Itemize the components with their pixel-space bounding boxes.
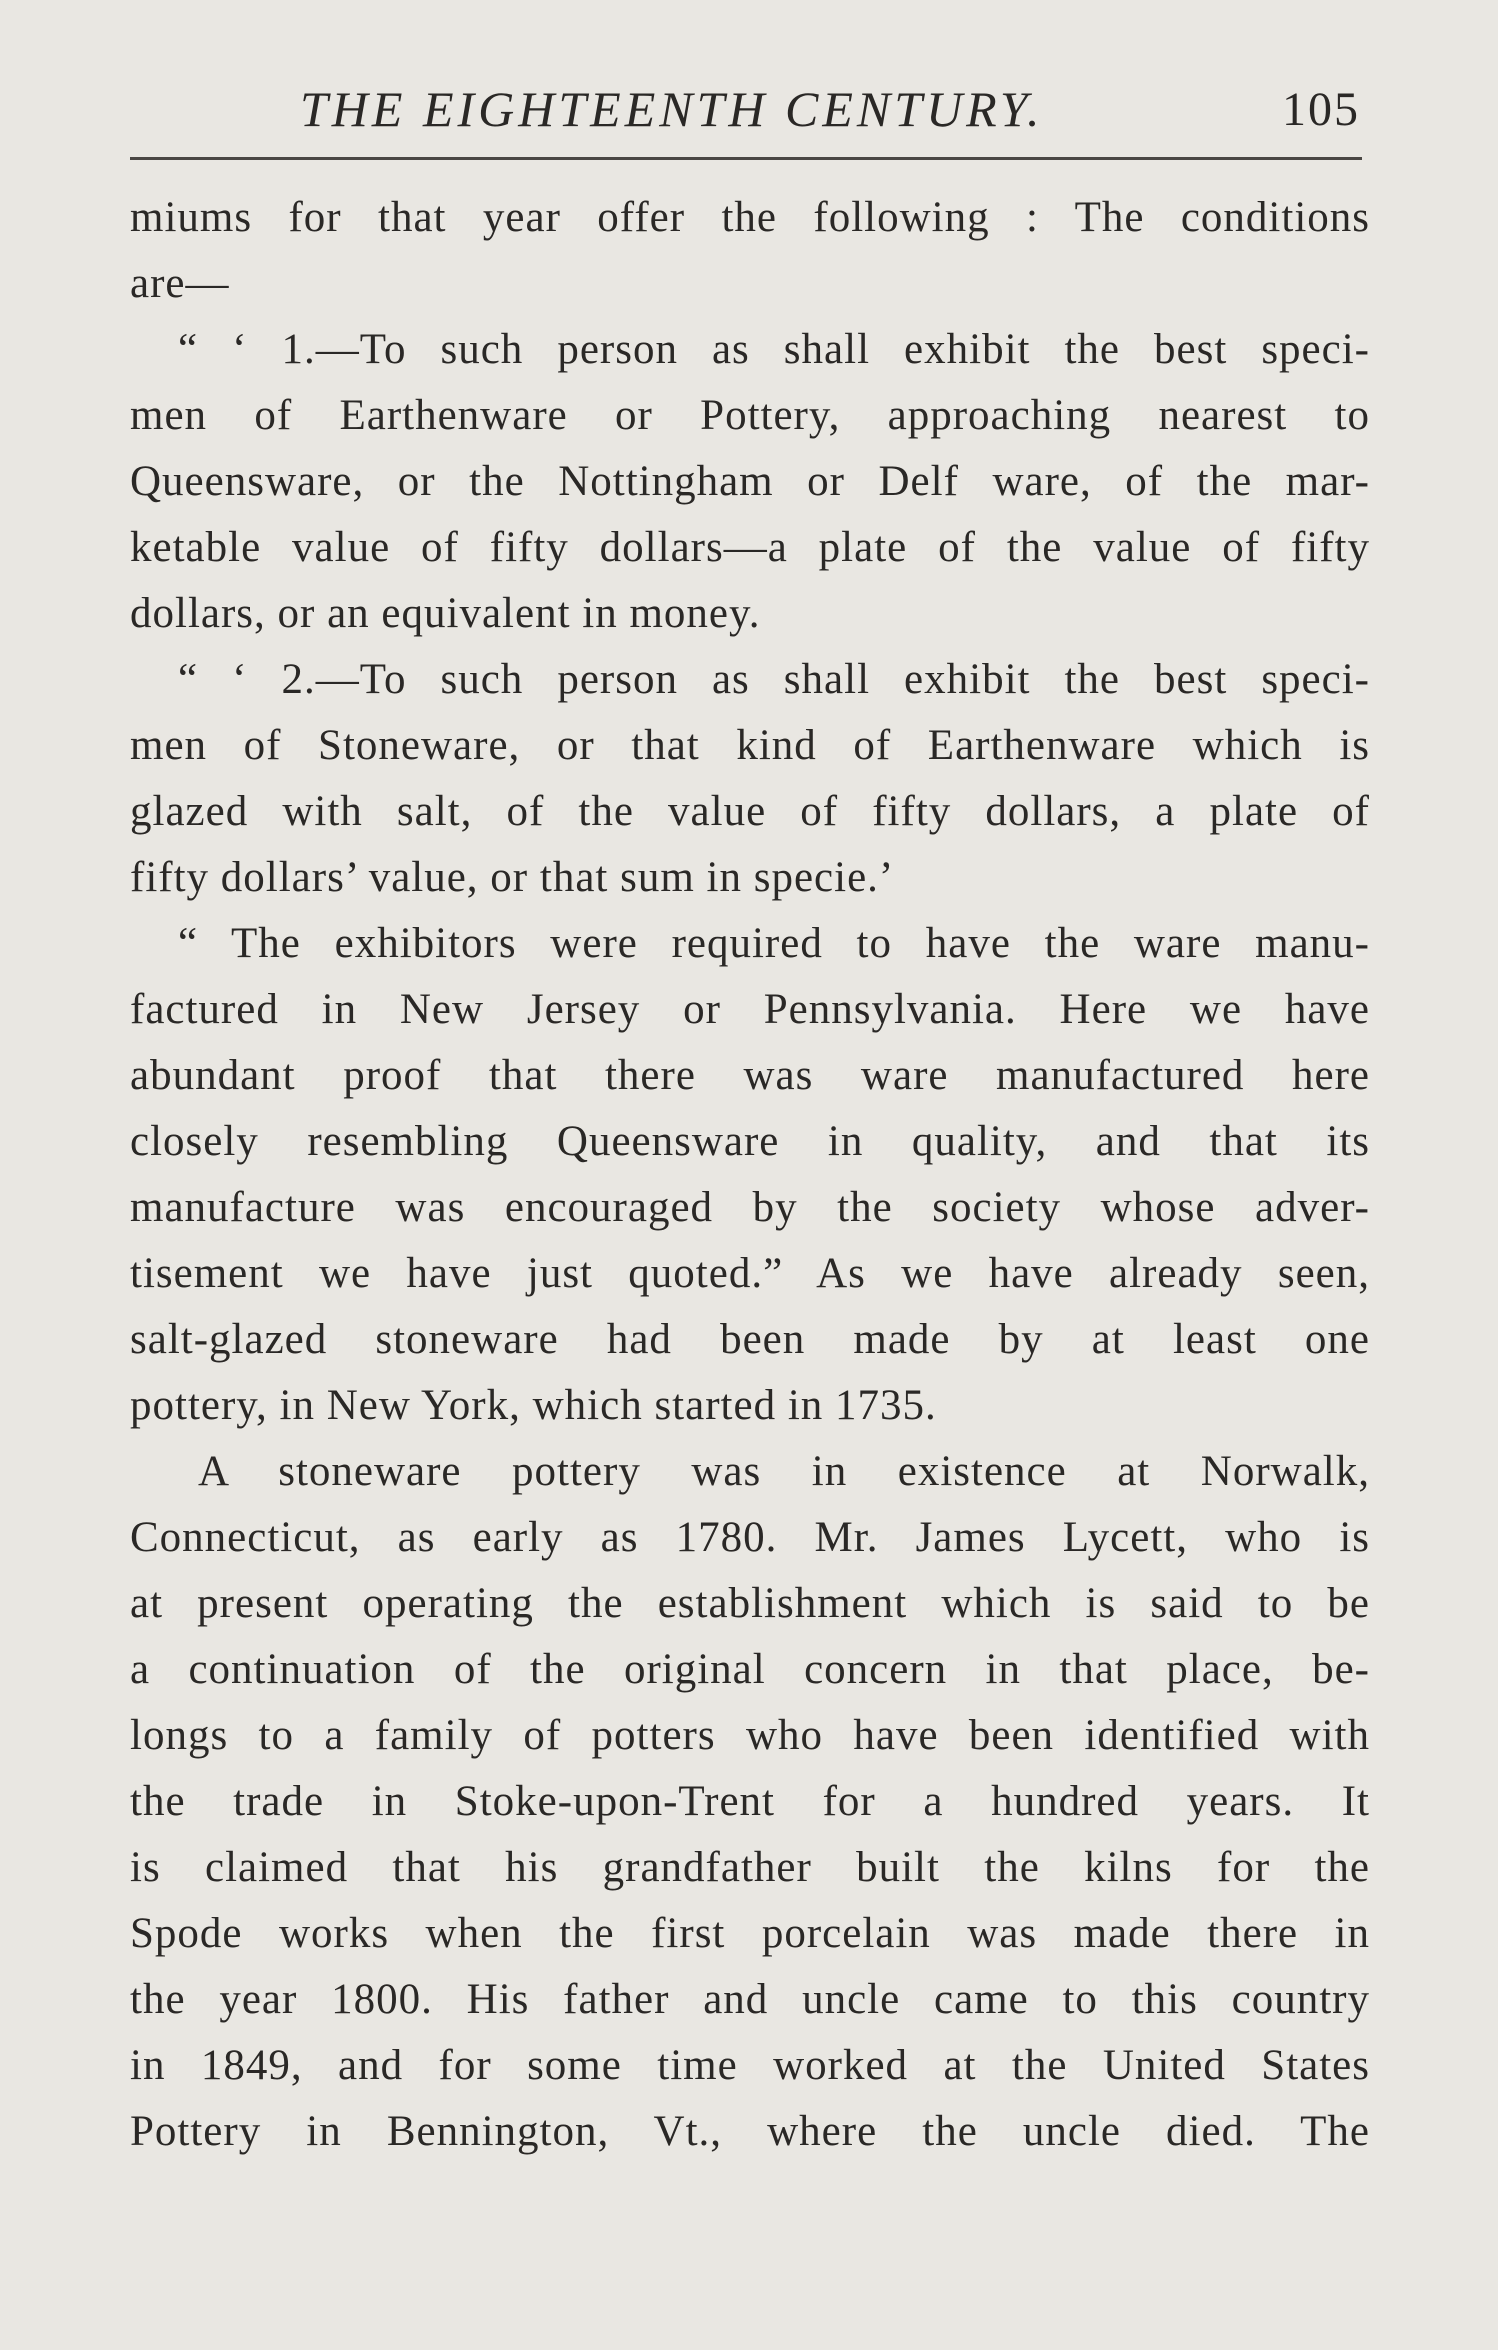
text-line: men of Stoneware, or that kind of Earthenware which is	[130, 722, 1370, 769]
text-line: the year 1800. His father and uncle came to this country	[130, 1976, 1370, 2023]
text-line: Pottery in Bennington, Vt., where the uncle died. The	[130, 2108, 1370, 2155]
text-line: in 1849, and for some time worked at the United States	[130, 2042, 1370, 2089]
text-line: manufacture was encouraged by the society whose adver-	[130, 1184, 1370, 1231]
text-line: abundant proof that there was ware manufactured here	[130, 1052, 1370, 1099]
header-rule	[130, 157, 1362, 160]
text-line: salt-glazed stoneware had been made by at least one	[130, 1316, 1370, 1363]
body-text	[130, 185, 1370, 2165]
text-line: Connecticut, as early as 1780. Mr. James Lycett, who is	[130, 1514, 1370, 1561]
text-line: a continuation of the original concern in that place, be-	[130, 1646, 1370, 1693]
text-line: closely resembling Queensware in quality, and that its	[130, 1118, 1370, 1165]
text-line: ketable value of fifty dollars—a plate of the value of fifty	[130, 524, 1370, 571]
text-line: dollars, or an equivalent in money.	[130, 590, 761, 637]
text-line: the trade in Stoke-upon-Trent for a hundred years. It	[130, 1778, 1370, 1825]
text-line: tisement we have just quoted.” As we have already seen,	[130, 1250, 1370, 1297]
text-line: Queensware, or the Nottingham or Delf ware, of the mar-	[130, 458, 1370, 505]
text-line: longs to a family of potters who have been identified with	[130, 1712, 1370, 1759]
text-line: fifty dollars’ value, or that sum in specie.’	[130, 854, 895, 901]
text-line: Spode works when the first porcelain was made there in	[130, 1910, 1370, 1957]
page-number: 105	[1282, 83, 1360, 136]
running-title: THE EIGHTEENTH CENTURY.	[300, 81, 1044, 137]
text-line: men of Earthenware or Pottery, approaching nearest to	[130, 392, 1370, 439]
text-line: at present operating the establishment which is said to be	[130, 1580, 1370, 1627]
text-line: A stoneware pottery was in existence at Norwalk,	[198, 1448, 1370, 1495]
text-line: is claimed that his grandfather built the kilns for the	[130, 1844, 1370, 1891]
text-line: factured in New Jersey or Pennsylvania. Here we have	[130, 986, 1370, 1033]
text-line: “ ‘ 1.—To such person as shall exhibit the best speci-	[178, 326, 1370, 373]
text-line: miums for that year offer the following : The conditions	[130, 194, 1370, 241]
text-line: glazed with salt, of the value of fifty dollars, a plate of	[130, 788, 1370, 835]
text-line: pottery, in New York, which started in 1735.	[130, 1382, 937, 1429]
text-line: “ ‘ 2.—To such person as shall exhibit the best speci-	[178, 656, 1370, 703]
text-line: are—	[130, 260, 230, 307]
text-line: “ The exhibitors were required to have the ware manu-	[178, 920, 1370, 967]
running-head	[130, 80, 1360, 140]
